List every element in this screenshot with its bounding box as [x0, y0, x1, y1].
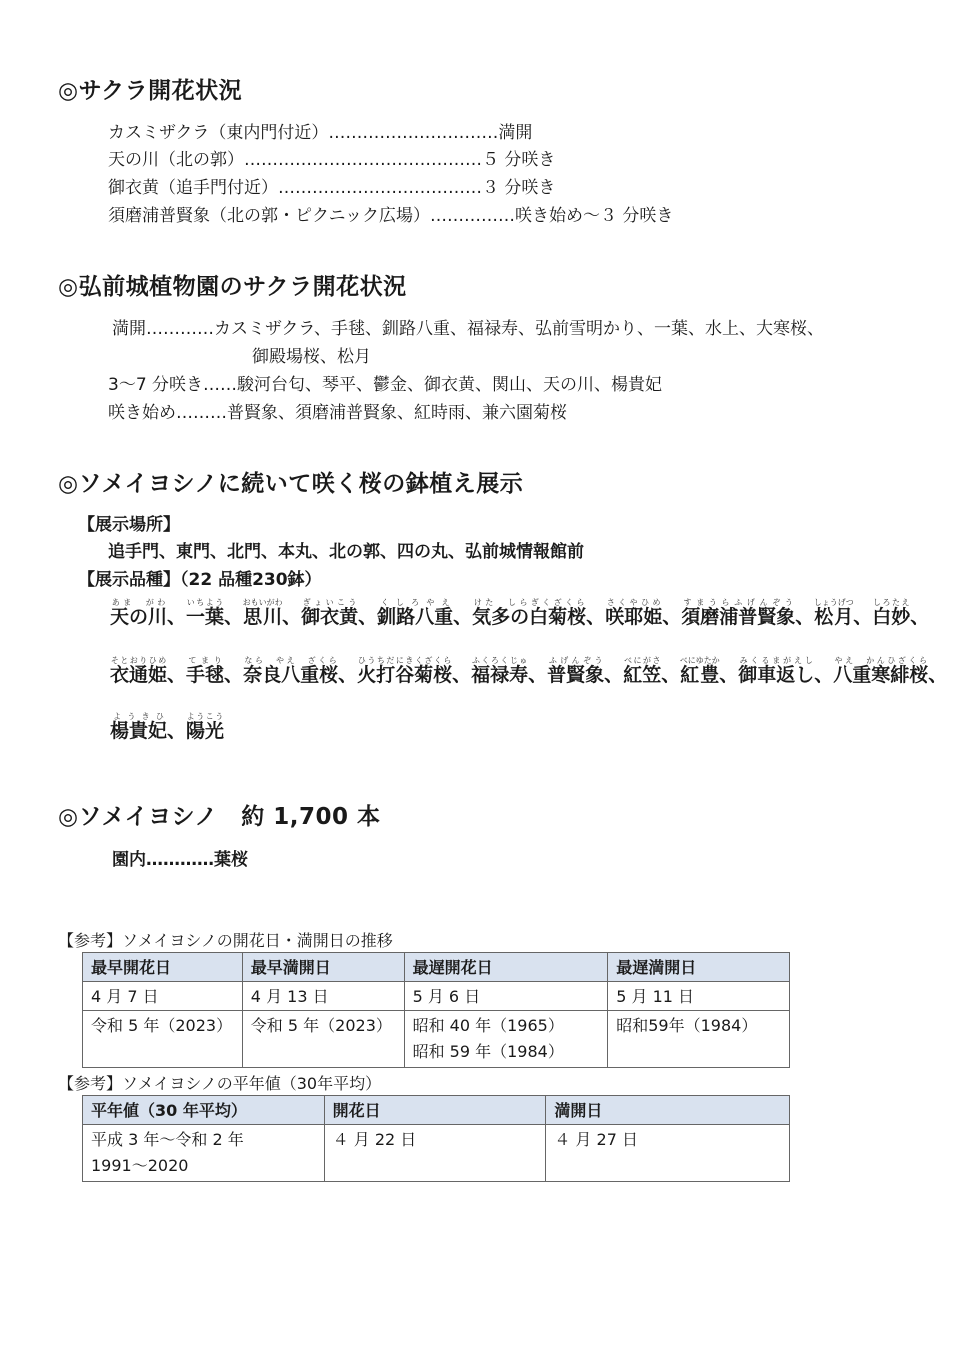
variety-base: 奈良八重桜 — [243, 664, 339, 686]
variety-separator: 、 — [282, 606, 302, 628]
variety-furigana: すまうらふげんぞう — [681, 598, 796, 607]
variety-name — [813, 598, 854, 628]
variety-base: 手毬 — [186, 664, 225, 686]
variety-base: 一葉 — [186, 606, 225, 628]
variety-furigana: さくやひめ — [605, 598, 663, 607]
cell-date: 5 月 11 日 — [608, 982, 790, 1011]
variety-furigana: そとおりひめ — [110, 656, 168, 665]
header-full-bloom-date: 満開日 — [546, 1096, 790, 1125]
variety-furigana: ようこう — [186, 712, 225, 721]
garden-status-row: 3～7 分咲き……駿河台匂、琴平、鬱金、御衣黄、関山、天の川、楊貴妃 — [108, 375, 663, 395]
reference-caption-average: 【参考】ソメイヨシノの平年値（30年平均） — [58, 1074, 382, 1093]
cell-year: 昭和59年（1984） — [608, 1011, 790, 1068]
variety-separator: 、 — [167, 664, 187, 686]
variety-separator: 、 — [358, 606, 378, 628]
sakura-status-row: 須磨浦普賢象（北の郭・ピクニック広場）……………咲き始め～３ 分咲き — [108, 206, 674, 226]
header-earliest-full: 最早満開日 — [242, 953, 404, 982]
variety-name — [242, 598, 283, 628]
variety-furigana: べにゆたか — [679, 656, 720, 665]
variety-separator: 、 — [814, 664, 834, 686]
variety-separator: 、 — [224, 606, 244, 628]
header-average: 平年値（30 年平均） — [83, 1096, 325, 1125]
variety-base: 釧路八重 — [377, 606, 454, 628]
variety-name — [472, 598, 587, 628]
variety-separator: 、 — [795, 606, 815, 628]
variety-furigana: なら やえ ざくら — [243, 656, 339, 665]
header-latest-bloom: 最遅開花日 — [404, 953, 608, 982]
variety-separator: 、 — [453, 606, 473, 628]
variety-furigana: みくるまがえし — [738, 656, 815, 665]
variety-separator: 、 — [528, 664, 548, 686]
variety-base: 衣通姫 — [110, 664, 168, 686]
variety-base: 八重寒緋桜 — [833, 664, 929, 686]
sakura-status-row: 御衣黄（追手門付近）………………………………３ 分咲き — [108, 178, 556, 198]
variety-separator: 、 — [586, 606, 606, 628]
variety-name — [738, 656, 815, 686]
header-earliest-bloom: 最早開花日 — [83, 953, 243, 982]
display-variety-label: 【展示品種】（22 品種230鉢） — [78, 570, 322, 590]
section-title-someiyoshino: ◎ソメイヨシノ 約 1,700 本 — [58, 804, 381, 830]
variety-name — [547, 656, 605, 686]
variety-base: 紅豊 — [679, 664, 720, 686]
variety-base: 咲耶姫 — [605, 606, 663, 628]
variety-base: 白妙 — [872, 606, 911, 628]
variety-base: 思川 — [242, 606, 283, 628]
variety-name — [872, 598, 911, 628]
header-bloom-date: 開花日 — [324, 1096, 546, 1125]
variety-base: 須磨浦普賢象 — [681, 606, 796, 628]
variety-furigana: ひうちだにきくざくら — [357, 656, 453, 665]
variety-separator: 、 — [338, 664, 358, 686]
variety-furigana: やえ かんひざくら — [833, 656, 929, 665]
section-title-sakura-status: ◎サクラ開花状況 — [58, 78, 243, 104]
variety-name — [186, 656, 225, 686]
variety-furigana: てまり — [186, 656, 225, 665]
variety-name — [110, 656, 168, 686]
variety-furigana: けた しらぎくざくら — [472, 598, 587, 607]
variety-name — [833, 656, 929, 686]
variety-furigana: ふげんぞう — [547, 656, 605, 665]
variety-list-line — [110, 598, 929, 629]
cell-period: 平成 3 年～令和 2 年 1991～2020 — [83, 1125, 325, 1182]
table-row — [83, 982, 790, 1011]
variety-base: 松月 — [813, 606, 854, 628]
variety-base: 気多の白菊桜 — [472, 606, 587, 628]
variety-furigana: あま がわ — [110, 598, 167, 607]
variety-separator: 、 — [910, 606, 930, 628]
variety-name — [301, 598, 359, 628]
variety-separator: 、 — [604, 664, 624, 686]
variety-base: 福禄寿 — [471, 664, 529, 686]
sakura-status-row: カスミザクラ（東内門付近）…………………………満開 — [108, 123, 533, 143]
cell-date: 4 月 13 日 — [242, 982, 404, 1011]
variety-furigana: おもいがわ — [242, 598, 283, 607]
garden-status-row: 御殿場桜、松月 — [252, 347, 371, 367]
variety-separator: 、 — [452, 664, 472, 686]
header-latest-full: 最遅満開日 — [608, 953, 790, 982]
display-place-label: 【展示場所】 — [78, 515, 180, 535]
variety-separator: 、 — [661, 664, 681, 686]
variety-base: 紅笠 — [623, 664, 662, 686]
variety-base: 天の川 — [110, 606, 168, 628]
variety-name — [623, 656, 662, 686]
cell-date: 5 月 6 日 — [404, 982, 608, 1011]
variety-furigana: べにがさ — [623, 656, 662, 665]
someiyoshino-status-row: 園内…………葉桜 — [112, 850, 248, 870]
sakura-status-row: 天の川（北の郭）……………………………………５ 分咲き — [108, 150, 556, 170]
variety-base: 楊貴妃 — [110, 720, 168, 742]
variety-base: 陽光 — [186, 720, 225, 742]
variety-name — [605, 598, 663, 628]
average-table — [82, 1095, 790, 1182]
variety-furigana: ようきひ — [110, 712, 168, 721]
display-place-value: 追手門、東門、北門、本丸、北の郭、四の丸、弘前城情報館前 — [108, 542, 584, 562]
variety-separator: 、 — [662, 606, 682, 628]
section-title-botanical-garden: ◎弘前城植物園のサクラ開花状況 — [58, 274, 407, 300]
garden-status-row: 満開…………カスミザクラ、手毬、釧路八重、福禄寿、弘前雪明かり、一葉、水上、大寒桜、 — [112, 319, 824, 339]
cell-date: ４ 月 27 日 — [546, 1125, 790, 1182]
garden-status-row: 咲き始め………普賢象、須磨浦普賢象、紅時雨、兼六園菊桜 — [108, 403, 567, 423]
cell-year: 昭和 40 年（1965） 昭和 59 年（1984） — [404, 1011, 608, 1068]
variety-name — [110, 712, 168, 742]
variety-list-line — [110, 656, 947, 687]
variety-separator: 、 — [928, 664, 948, 686]
variety-separator: 、 — [719, 664, 739, 686]
cell-date: 4 月 7 日 — [83, 982, 243, 1011]
variety-name — [471, 656, 529, 686]
variety-furigana: しょうげつ — [813, 598, 854, 607]
variety-furigana: いちよう — [186, 598, 225, 607]
variety-base: 御車返し — [738, 664, 815, 686]
variety-furigana: くしろやえ — [377, 598, 454, 607]
variety-furigana: ふくろくじゅ — [471, 656, 529, 665]
variety-name — [186, 712, 225, 742]
table-row — [83, 1011, 790, 1068]
table-row — [83, 1125, 790, 1182]
cell-year: 令和 5 年（2023） — [242, 1011, 404, 1068]
variety-separator: 、 — [224, 664, 244, 686]
variety-base: 火打谷菊桜 — [357, 664, 453, 686]
variety-name — [357, 656, 453, 686]
table-header-row — [83, 953, 790, 982]
variety-furigana: しろたえ — [872, 598, 911, 607]
variety-furigana: ぎょいこう — [301, 598, 359, 607]
variety-name — [186, 598, 225, 628]
variety-name — [243, 656, 339, 686]
variety-name — [377, 598, 454, 628]
reference-caption-history: 【参考】ソメイヨシノの開花日・満開日の推移 — [58, 931, 393, 950]
variety-separator: 、 — [167, 720, 187, 742]
cell-year: 令和 5 年（2023） — [83, 1011, 243, 1068]
table-header-row — [83, 1096, 790, 1125]
variety-separator: 、 — [167, 606, 187, 628]
cell-date: ４ 月 22 日 — [324, 1125, 546, 1182]
variety-name — [681, 598, 796, 628]
variety-name — [110, 598, 168, 628]
variety-list-line — [110, 712, 224, 743]
variety-base: 普賢象 — [547, 664, 605, 686]
section-title-potted-display: ◎ソメイヨシノに続いて咲く桜の鉢植え展示 — [58, 471, 524, 497]
variety-separator: 、 — [853, 606, 873, 628]
variety-name — [679, 656, 720, 686]
variety-base: 御衣黄 — [301, 606, 359, 628]
bloom-history-table — [82, 952, 790, 1068]
